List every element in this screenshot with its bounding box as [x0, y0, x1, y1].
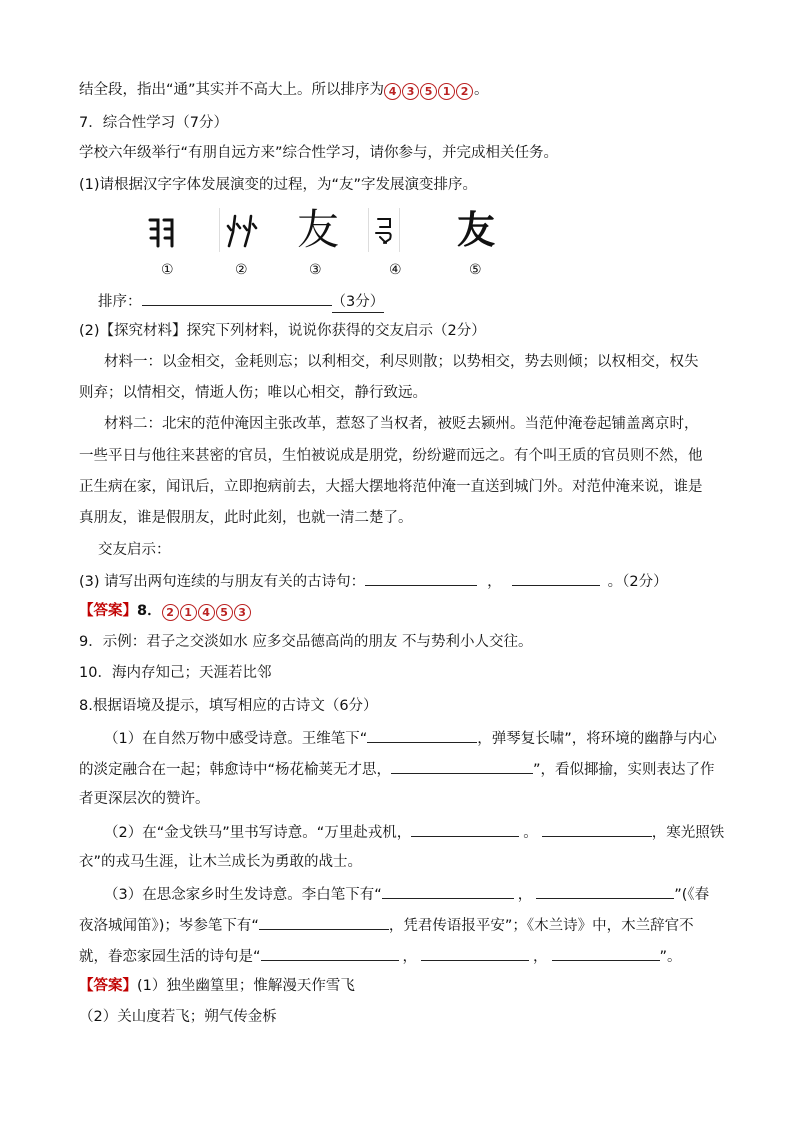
q8-p3-line: [79, 945, 682, 967]
q8-p1-line: [104, 727, 717, 749]
part3-points: 。（2分）: [607, 574, 668, 590]
q7-part3: [79, 570, 668, 592]
order-circle: 5: [420, 83, 437, 100]
q8-title: 8.根据语境及提示，填写相应的古诗文（6分）: [79, 698, 378, 714]
order-circle: 4: [384, 83, 401, 100]
q8-answer-2: （2）关山度若飞；朔气传金柝: [79, 1009, 277, 1025]
fill-blank[interactable]: [382, 883, 514, 899]
q8-text: ”，看似揶揄，实则表达了作: [533, 762, 715, 778]
advice-label: 交友启示：: [98, 542, 171, 558]
fill-blank[interactable]: [367, 727, 477, 743]
sort-label: 排序：: [98, 294, 142, 310]
q7-title: 7．综合性学习（7分）: [79, 115, 228, 131]
material1-line: 材料一：以金相交，金耗则忘；以利相交，利尽则散；以势相交，势去则倾；以权相交，权失: [104, 354, 699, 370]
material2-line: 正生病在家，闻讯后，立即抱病前去，大摇大摆地将范仲淹一直送到城门外。对范仲淹来说，谁是: [79, 479, 703, 495]
q8-text: ，: [517, 887, 533, 903]
glyph-label: ②: [235, 262, 248, 278]
order-circle: 1: [180, 604, 197, 621]
glyph-label: ③: [309, 262, 322, 278]
answer-10: 10．海内存知己；天涯若比邻: [79, 665, 272, 681]
q7-answer-line: [79, 601, 252, 621]
clerical-you-glyph: 友: [456, 208, 495, 252]
part3-prompt: (3) 请写出两句连续的与朋友有关的古诗句：: [79, 574, 366, 590]
q8-text: ，: [402, 949, 418, 965]
q8-text: ，: [533, 949, 548, 965]
material2-line: 一些平日与他往来甚密的官员，生怕被说成是朋党，纷纷避而远之。有个叫王质的官员则不然，他: [79, 448, 703, 464]
glyph-label: ④: [389, 262, 402, 278]
answer-9: 9．示例：君子之交淡如水 应多交品德高尚的朋友 不与势利小人交往。: [79, 634, 533, 650]
q8-text: （3）在思念家乡时生发诗意。李白笔下有“: [104, 887, 382, 903]
order-circle: 5: [216, 604, 233, 621]
q8-text: ，凭君传语报平安”；《木兰诗》中，木兰辞官不: [388, 918, 694, 934]
order-circle: 2: [456, 83, 473, 100]
bronze-you-glyph: [219, 208, 265, 252]
q8-text: 就，眷恋家园生活的诗句是“: [79, 949, 261, 965]
q8-text: ”。: [659, 949, 682, 965]
q8-text: ”(《春: [674, 887, 710, 903]
order-circle: 3: [234, 604, 251, 621]
sort-line: [98, 290, 384, 313]
poem-line-field[interactable]: [512, 570, 600, 586]
q8-p2-line: [104, 821, 724, 843]
q8-text: 。: [523, 825, 538, 841]
q8-p1-line: 者更深层次的赞许。: [79, 791, 210, 807]
order-circle: 1: [438, 83, 455, 100]
sort-points: （3分）: [332, 292, 385, 313]
fill-blank[interactable]: [391, 758, 533, 774]
answer-tag: 【答案】: [79, 603, 137, 619]
q8-text: （2）在“金戈铁马”里书写诗意。“万里赴戎机，: [104, 825, 412, 841]
fill-blank[interactable]: [411, 821, 519, 837]
order-circle: 2: [162, 604, 179, 621]
q8-answer-1: (1）独坐幽篁里；惟解漫天作雪飞: [137, 978, 355, 994]
q8-text: ，弹琴复长啸”，将环境的幽静与内心: [477, 731, 717, 747]
answer-number: 8．: [137, 603, 162, 619]
glyph-label: ①: [161, 262, 174, 278]
comma: ，: [487, 574, 502, 590]
poem-line-field[interactable]: [365, 570, 477, 586]
period: 。: [474, 82, 489, 98]
q8-answer-line: [79, 976, 355, 996]
q8-text: 夜洛城闻笛》)；岑参笔下有“: [79, 918, 259, 934]
q7-intro: 学校六年级举行“有朋自远方来”综合性学习，请你参与，并完成相关任务。: [79, 145, 559, 161]
fill-blank[interactable]: [259, 914, 389, 930]
small-seal-you-glyph: [368, 208, 400, 252]
fill-blank[interactable]: [421, 945, 529, 961]
fill-blank[interactable]: [536, 883, 674, 899]
q8-p2-line: 衣”的戎马生涯，让木兰成长为勇敢的战士。: [79, 854, 363, 870]
material2-line: 真朋友，谁是假朋友，此时此刻，也就一清二楚了。: [79, 510, 413, 526]
q7-part1: (1)请根据汉字字体发展演变的过程，为“友”字发展演变排序。: [79, 177, 478, 193]
q8-text: ，寒光照铁: [651, 825, 725, 841]
fill-blank[interactable]: [542, 821, 652, 837]
prev-answer-text: 结全段，指出“通”其实并不高大上。所以排序为: [79, 82, 385, 98]
q7-part2: (2)【探究材料】探究下列材料，说说你获得的交友启示（2分）: [79, 323, 486, 339]
q8-text: （1）在自然万物中感受诗意。王维笔下“: [104, 731, 368, 747]
order-circle: 3: [402, 83, 419, 100]
q8-text: 的淡定融合在一起；韩愈诗中“杨花榆荚无才思，: [79, 762, 392, 778]
glyph-label: ⑤: [469, 262, 482, 278]
fill-blank[interactable]: [552, 945, 660, 961]
prev-answer-line: [79, 80, 489, 100]
q8-p3-line: [104, 883, 709, 905]
q8-p3-line: [79, 914, 694, 936]
answer-tag: 【答案】: [79, 978, 137, 994]
sort-answer-field[interactable]: [142, 290, 332, 306]
fill-blank[interactable]: [261, 945, 399, 961]
q8-p1-line: [79, 758, 715, 780]
material2-line: 材料二：北宋的范仲淹因主张改革，惹怒了当权者，被贬去颍州。当范仲淹卷起铺盖离京时，: [104, 416, 699, 432]
order-circle: 4: [198, 604, 215, 621]
seal-you-glyph: 友: [296, 205, 339, 254]
material1-line: 则弃；以情相交，情逝人伤；唯以心相交，静行致远。: [79, 385, 427, 401]
oracle-you-glyph: [143, 208, 183, 252]
